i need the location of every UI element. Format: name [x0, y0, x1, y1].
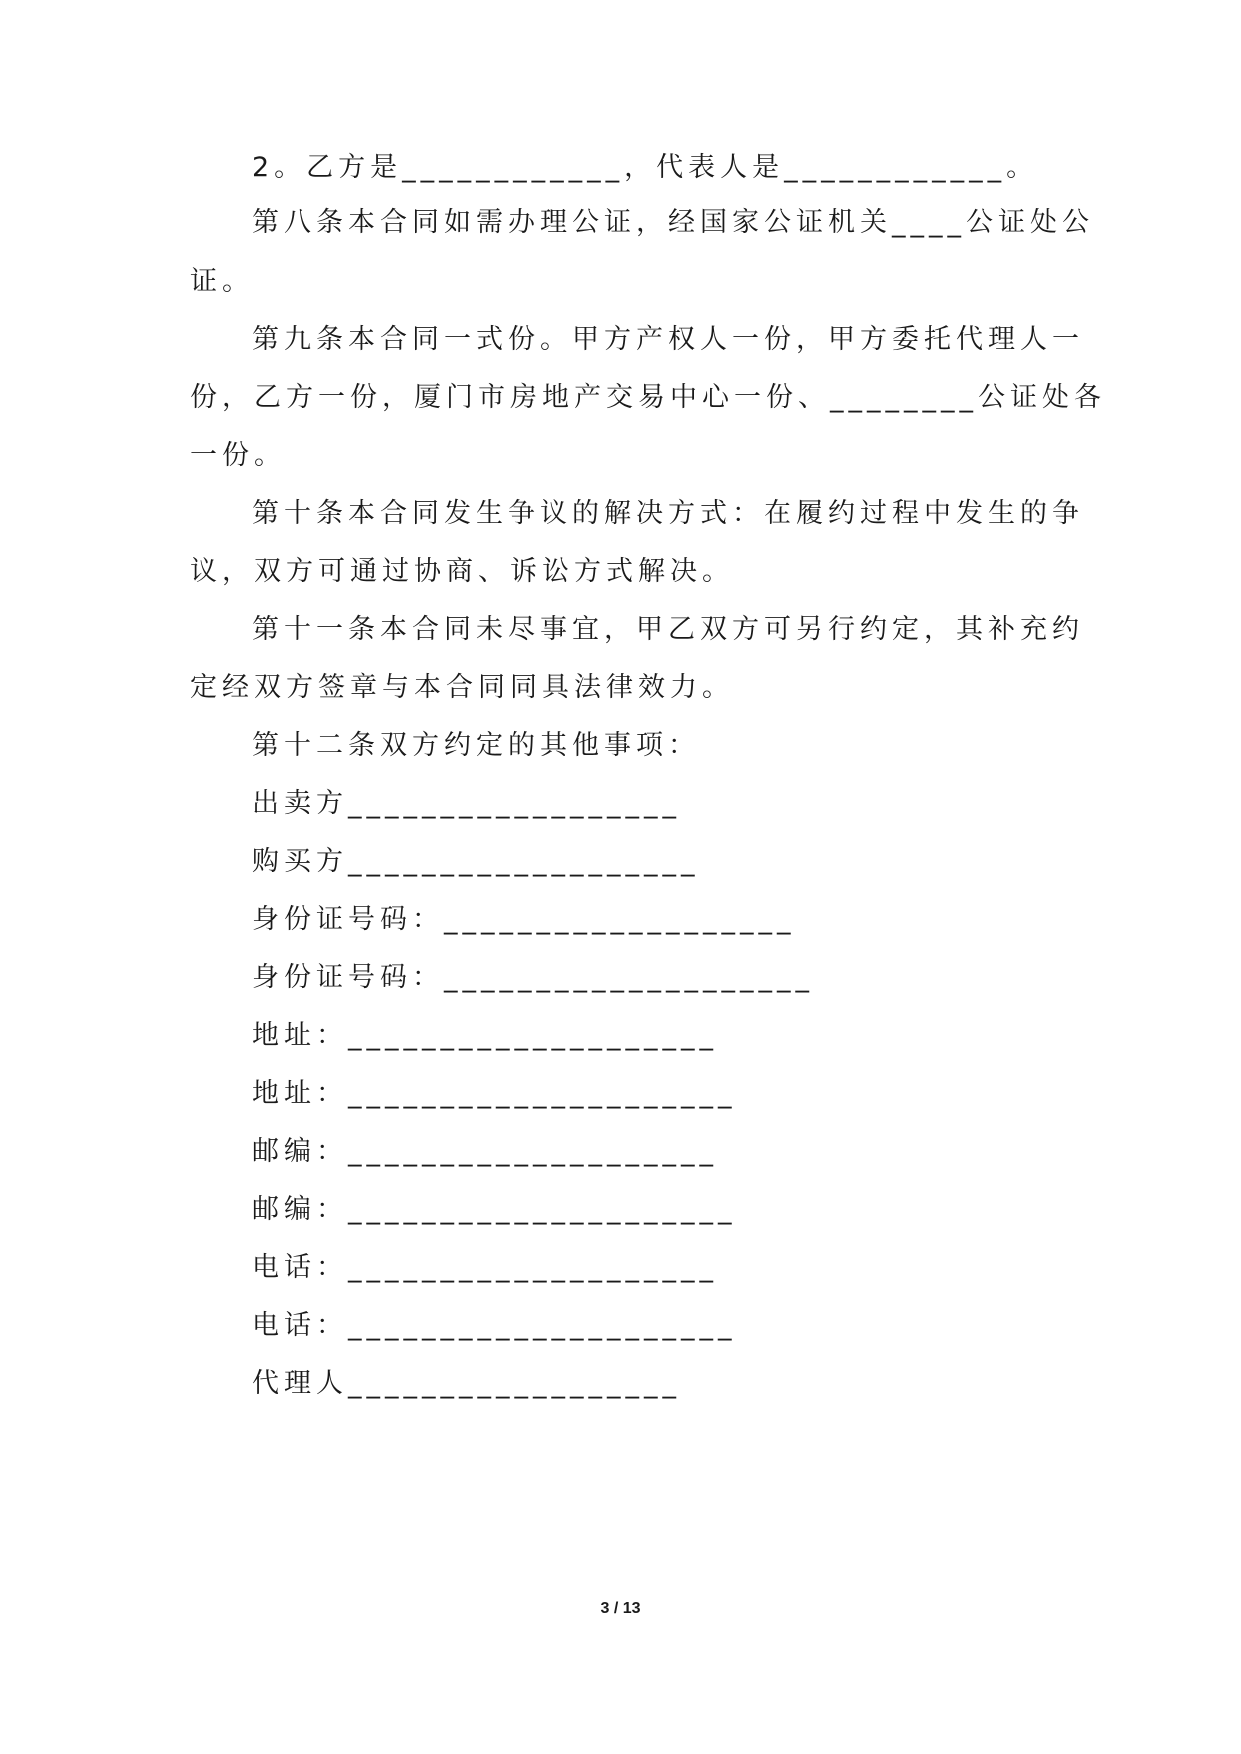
buyer-field: 购买方___________________: [252, 846, 700, 877]
article-9-line-3: 一份。: [190, 440, 286, 471]
article-9-line-1: 第九条本合同一式份。甲方产权人一份，甲方委托代理人一: [252, 324, 1084, 355]
article-8-line-1: 第八条本合同如需办理公证，经国家公证机关____公证处公: [252, 207, 1094, 238]
buyer-id-field: 身份证号码：____________________: [252, 962, 814, 993]
buyer-postcode-field: 邮编：_____________________: [252, 1194, 737, 1225]
party-b-line: 2。乙方是____________，代表人是____________。: [252, 152, 1039, 183]
seller-field: 出卖方__________________: [252, 788, 681, 819]
article-11-line-1: 第十一条本合同未尽事宜，甲乙双方可另行约定，其补充约: [252, 614, 1084, 645]
buyer-phone-field: 电话：_____________________: [252, 1310, 737, 1341]
agent-field: 代理人__________________: [252, 1368, 681, 1399]
seller-address-field: 地址：____________________: [252, 1020, 718, 1051]
article-10-line-1: 第十条本合同发生争议的解决方式：在履约过程中发生的争: [252, 498, 1084, 529]
article-9-line-2: 份，乙方一份，厦门市房地产交易中心一份、________公证处各: [190, 382, 1106, 413]
article-8-line-2: 证。: [190, 266, 254, 297]
buyer-address-field: 地址：_____________________: [252, 1078, 737, 1109]
seller-postcode-field: 邮编：____________________: [252, 1136, 718, 1167]
seller-phone-field: 电话：____________________: [252, 1252, 718, 1283]
article-11-line-2: 定经双方签章与本合同同具法律效力。: [190, 672, 734, 703]
article-12-line: 第十二条双方约定的其他事项：: [252, 730, 700, 761]
seller-id-field: 身份证号码：___________________: [252, 904, 796, 935]
article-10-line-2: 议，双方可通过协商、诉讼方式解决。: [190, 556, 734, 587]
page-number: 3 / 13: [600, 1600, 641, 1617]
